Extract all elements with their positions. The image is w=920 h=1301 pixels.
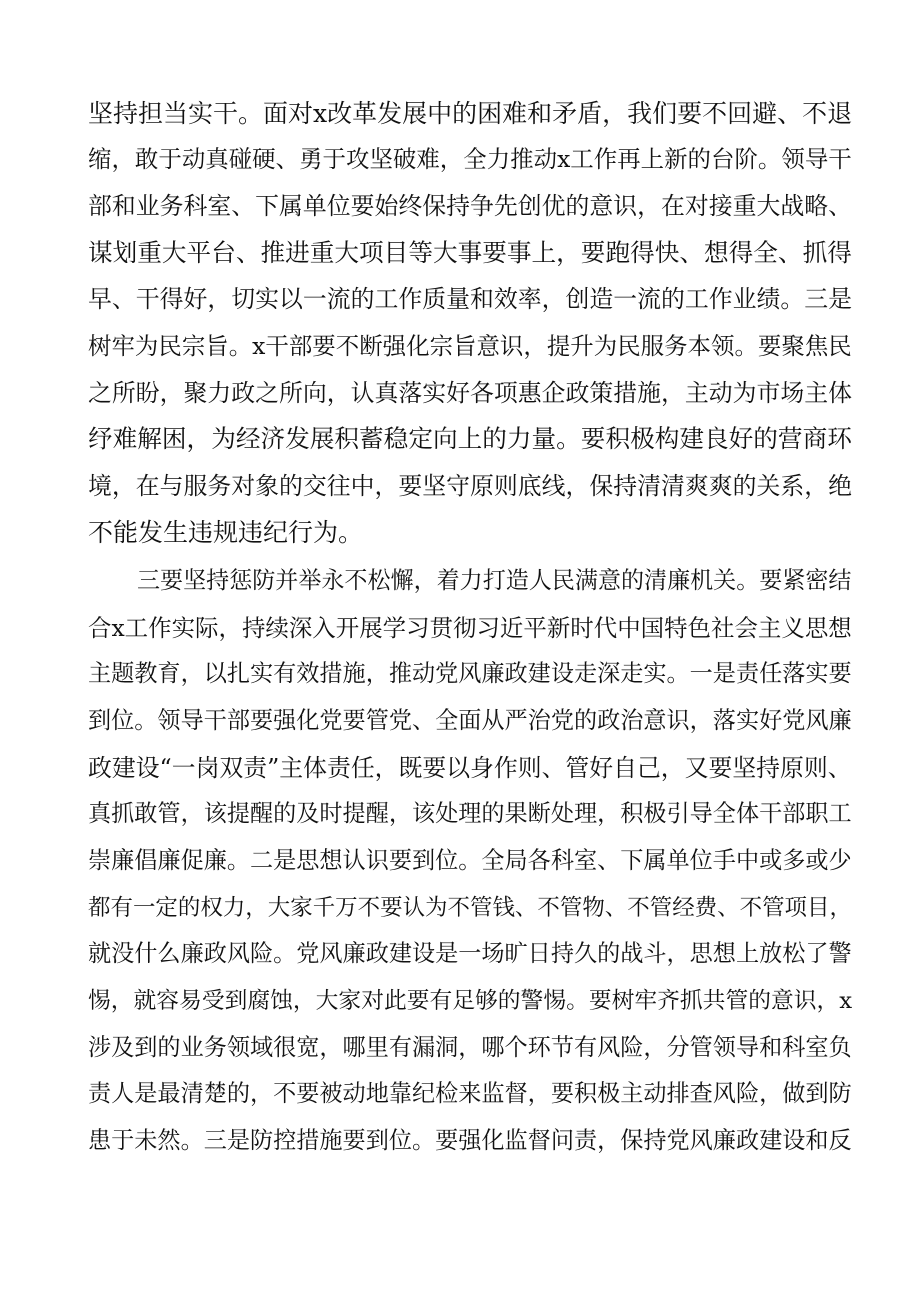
text-line: 真抓敢管，该提醒的及时提醒，该处理的果断处理，积极引导全体干部职工 xyxy=(88,801,852,827)
text-line: 主题教育，以扎实有效措施，推动党风廉政建设走深走实。一是责任落实要 xyxy=(88,661,852,687)
text-line: 责人是最清楚的，不要被动地靠纪检来监督，要积极主动排查风险，做到防 xyxy=(88,1081,852,1107)
text-line: 崇廉倡廉促廉。二是思想认识要到位。全局各科室、下属单位手中或多或少 xyxy=(88,848,852,874)
text-line: 都有一定的权力，大家千万不要认为不管钱、不管物、不管经费、不管项目， xyxy=(88,895,852,921)
text-line: 合x工作实际，持续深入开展学习贯彻习近平新时代中国特色社会主义思想 xyxy=(88,614,852,642)
text-line: 境，在与服务对象的交往中，要坚守原则底线，保持清清爽爽的关系，绝 xyxy=(88,472,852,500)
text-line: 惕，就容易受到腐蚀，大家对此要有足够的警惕。要树牢齐抓共管的意识，x xyxy=(88,988,853,1014)
text-line: 之所盼，聚力政之所向，认真落实好各项惠企政策措施，主动为市场主体 xyxy=(88,379,852,407)
text-line: 谋划重大平台、推进重大项目等大事要事上，要跑得快、想得全、抓得 xyxy=(88,238,852,267)
text-line: 纾难解困，为经济发展积蓄稳定向上的力量。要积极构建良好的营商环 xyxy=(88,424,852,453)
text-line: 到位。领导干部要强化党要管党、全面从严治党的政治意识，落实好党风廉 xyxy=(88,708,852,734)
text-line: 政建设“一岗双责”主体责任，既要以身作则、管好自己，又要坚持原则、 xyxy=(88,754,852,782)
text-line: 涉及到的业务领域很宽，哪里有漏洞，哪个环节有风险，分管领导和科室负 xyxy=(88,1035,852,1061)
text-line: 坚持担当实干。面对x改革发展中的困难和矛盾，我们要不回避、不退 xyxy=(88,99,853,128)
paragraph-first-line: 三要坚持惩防并举永不松懈，着力打造人民满意的清廉机关。要紧密结 xyxy=(137,568,852,594)
text-line: 早、干得好，切实以一流的工作质量和效率，创造一流的工作业绩。三是 xyxy=(88,285,852,313)
text-line: 树牢为民宗旨。x干部要不断强化宗旨意识，提升为民服务本领。要聚焦民 xyxy=(88,332,852,360)
text-line: 患于未然。三是防控措施要到位。要强化监督问责，保持党风廉政建设和反 xyxy=(88,1128,852,1154)
text-line: 缩，敢于动真碰硬、勇于攻坚破难，全力推动x工作再上新的台阶。领导干 xyxy=(88,145,852,173)
text-line: 部和业务科室、下属单位要始终保持争先创优的意识，在对接重大战略、 xyxy=(88,192,852,220)
text-line: 不能发生违规违纪行为。 xyxy=(88,518,364,547)
text-line: 就没什么廉政风险。党风廉政建设是一场旷日持久的战斗，思想上放松了警 xyxy=(88,941,852,967)
